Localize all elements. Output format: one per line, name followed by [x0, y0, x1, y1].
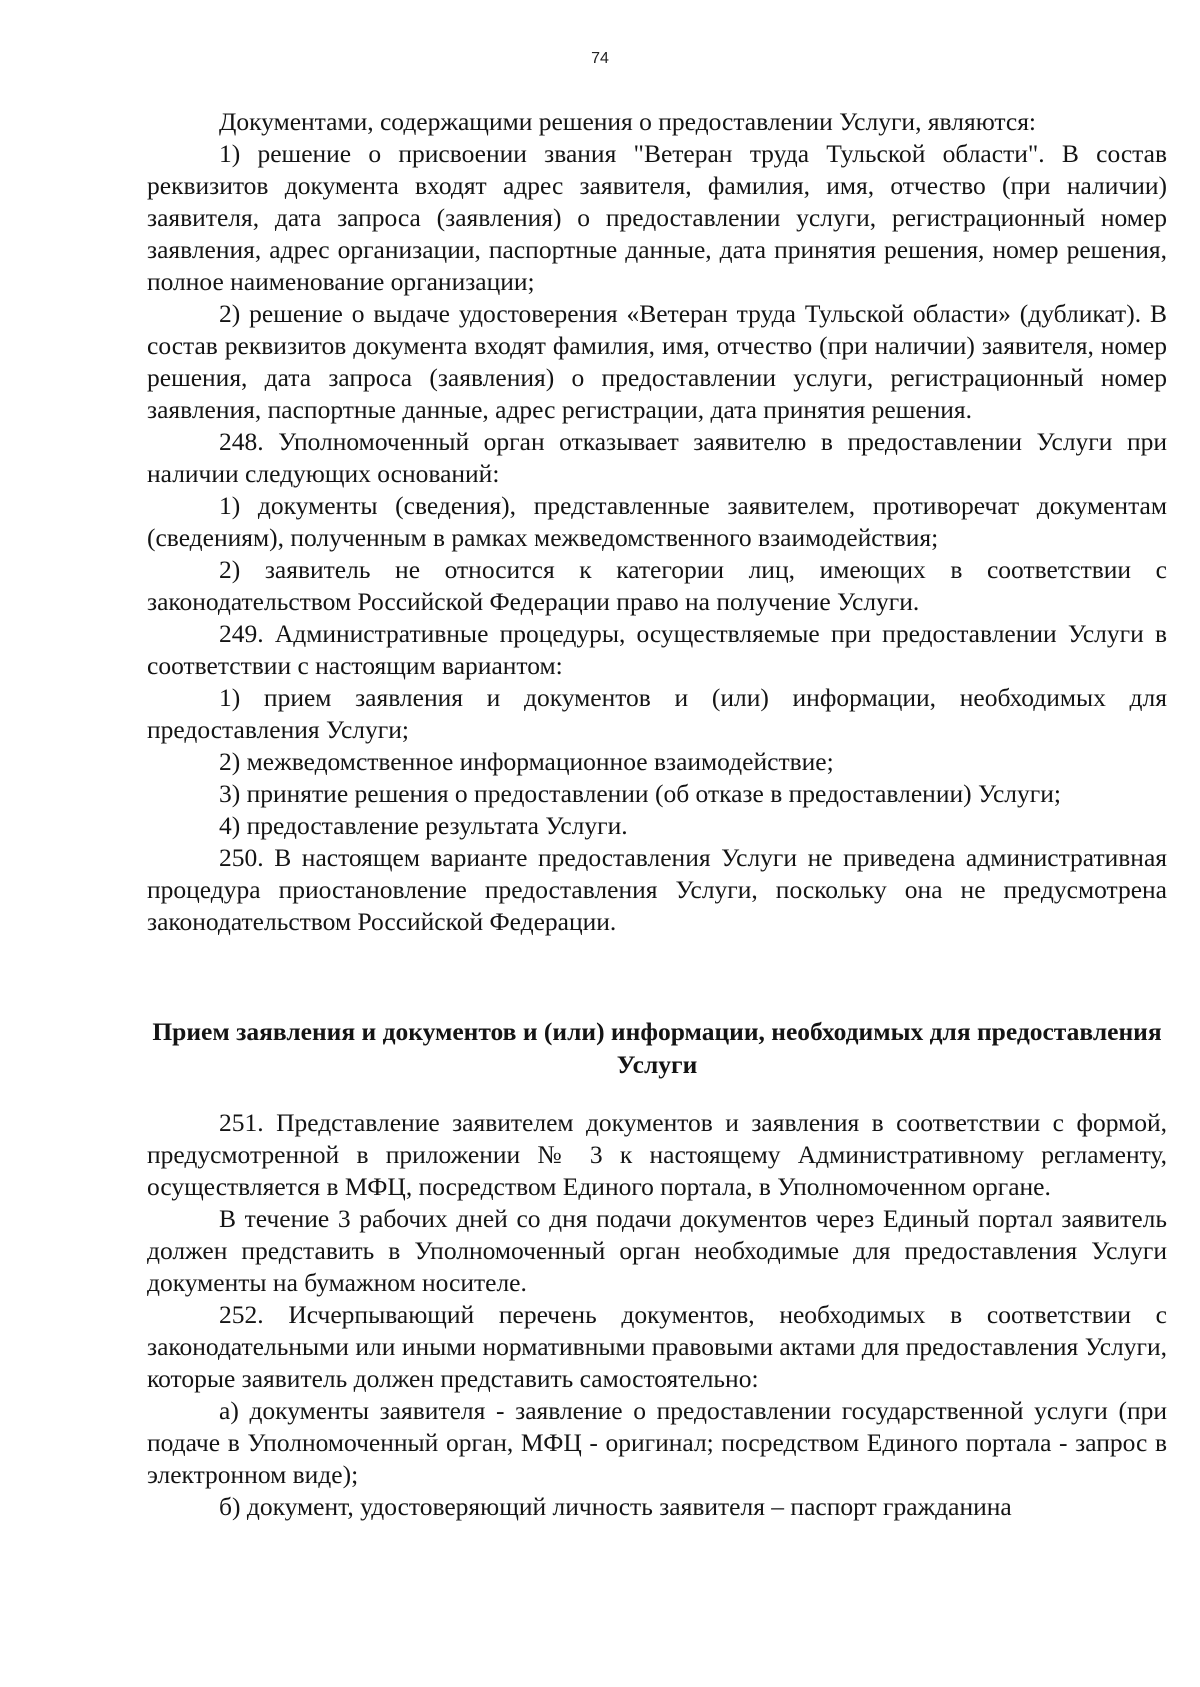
paragraph-results-intro: Документами, содержащими решения о предоставлении Услуги, являются: — [219, 107, 1037, 136]
paragraph-procedure-2: 2) межведомственное информационное взаимодействие; — [219, 747, 834, 776]
paragraph-paper-submission: В течение 3 рабочих дней со дня подачи документов через Единый портал заявитель должен представить в Уполномоченный орган необходимые для предоставления Услуги документы на бумажном носителе. — [147, 1204, 1167, 1297]
body-text-bottom — [147, 1107, 1167, 1523]
paragraph-clause-249: 249. Административные процедуры, осуществляемые при предоставлении Услуги в соответствии с настоящим вариантом: — [147, 619, 1167, 680]
page-number: 74 — [591, 50, 609, 67]
paragraph-results-item-2: 2) решение о выдаче удостоверения «Ветеран труда Тульской области» (дубликат). В состав реквизитов документа входят фамилия, имя, отчество (при наличии) заявителя, номер решения, дата запроса (заявления) о предоставлении услуги, регистрационный номер заявления, паспортные данные, адрес регистрации, дата принятия решения. — [147, 299, 1167, 424]
paragraph-document-a: а) документы заявителя - заявление о предоставлении государственной услуги (при подаче в Уполномоченный орган, МФЦ - оригинал; посредством Единого портала - запрос в электронном виде); — [147, 1396, 1167, 1489]
section-heading: Прием заявления и документов и (или) информации, необходимых для предоставления Услуги — [152, 1017, 1162, 1079]
paragraph-refusal-ground-2: 2) заявитель не относится к категории лиц, имеющих в соответствии с законодательством Российской Федерации право на получение Услуги. — [147, 555, 1167, 616]
paragraph-results-item-1: 1) решение о присвоении звания "Ветеран труда Тульской области". В состав реквизитов документа входят адрес заявителя, фамилия, имя, отчество (при наличии) заявителя, дата запроса (заявления) о предоставлении услуги, регистрационный номер заявления, адрес организации, паспортные данные, дата принятия решения, номер решения, полное наименование организации; — [147, 139, 1167, 296]
paragraph-document-b: б) документ, удостоверяющий личность заявителя – паспорт гражданина — [219, 1492, 1012, 1521]
paragraph-procedure-3: 3) принятие решения о предоставлении (об отказе в предоставлении) Услуги; — [219, 779, 1061, 808]
paragraph-clause-250: 250. В настоящем варианте предоставления Услуги не приведена административная процедура приостановление предоставления Услуги, поскольку она не предусмотрена законодательством Российской Федерации. — [147, 843, 1167, 936]
paragraph-clause-251: 251. Представление заявителем документов и заявления в соответствии с формой, предусмотренной в приложении № 3 к настоящему Административному регламенту, осуществляется в МФЦ, посредством Единого портала, в Уполномоченном органе. — [147, 1108, 1167, 1201]
paragraph-procedure-1: 1) прием заявления и документов и (или) информации, необходимых для предоставления Услуги; — [147, 683, 1167, 744]
paragraph-clause-252: 252. Исчерпывающий перечень документов, необходимых в соответствии с законодательными или иными нормативными правовыми актами для предоставления Услуги, которые заявитель должен представить самостоятельно: — [147, 1300, 1167, 1393]
paragraph-refusal-ground-1: 1) документы (сведения), представленные заявителем, противоречат документам (сведениям), полученным в рамках межведомственного взаимодействия; — [147, 491, 1167, 552]
paragraph-procedure-4: 4) предоставление результата Услуги. — [219, 811, 628, 840]
paragraph-clause-248: 248. Уполномоченный орган отказывает заявителю в предоставлении Услуги при наличии следующих оснований: — [147, 427, 1167, 488]
body-text-top — [147, 106, 1167, 938]
